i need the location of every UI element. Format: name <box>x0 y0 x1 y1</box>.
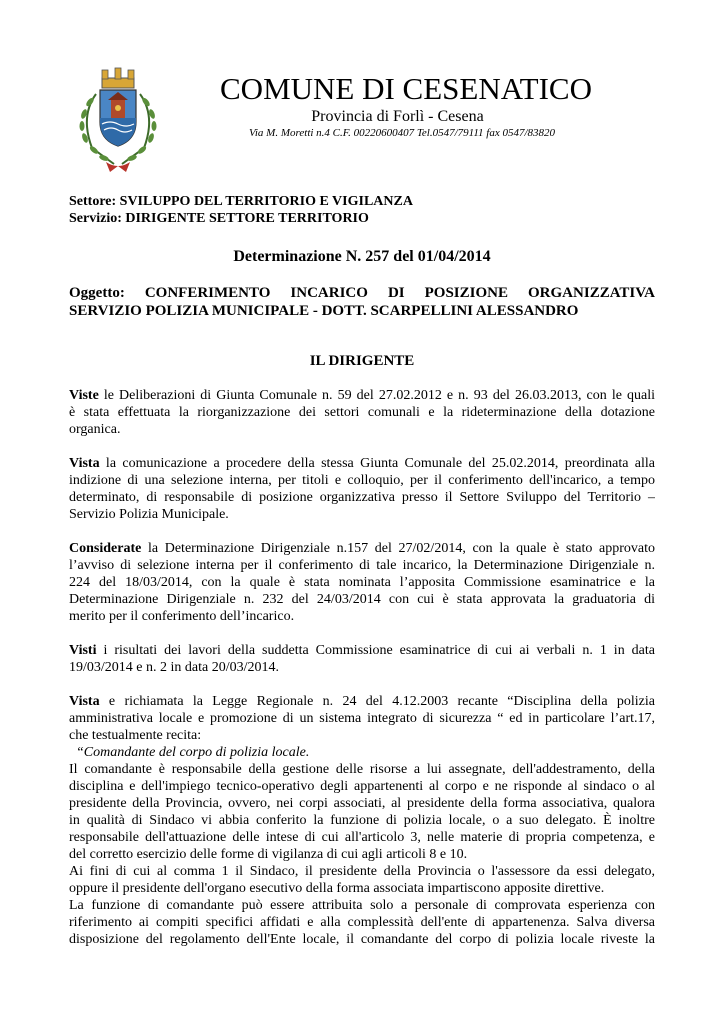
citation-line: disposizione del regolamento dell'Ente locale, il comandante del corpo di polizia locale riveste la <box>69 932 655 947</box>
paragraph-line <box>69 693 655 710</box>
paragraph-line: l’avviso di selezione interna per il conferimento di tale incarico, la Determinazione Dirigenziale n. <box>69 558 655 573</box>
servizio-line <box>69 211 369 227</box>
paragraph-line: che testualmente recita: <box>69 728 202 743</box>
citation-line: Ai fini di cui al comma 1 il Sindaco, il presidente della Provincia o l'assessore da essi delegato, <box>69 864 655 879</box>
paragraph-line: determinato, di responsabile di posizione organizzativa presso il Settore Sviluppo del Territorio – <box>69 490 655 505</box>
paragraph-line: Servizio Polizia Municipale. <box>69 507 229 522</box>
citation-line: responsabile dell'attuazione delle intese di cui all'articolo 3, nelle materie di propria competenza, e <box>69 830 655 845</box>
section-heading: IL DIRIGENTE <box>309 353 415 369</box>
paragraph-text: la comunicazione a procedere della stessa Giunta Comunale del 25.02.2014, preordinata alla <box>99 456 655 471</box>
determinazione-heading: Determinazione N. 257 del 01/04/2014 <box>233 248 491 265</box>
citation-line: presidente della Provincia, ovvero, nei corpi associati, al presidente della forma associativa, qualora <box>69 796 655 811</box>
paragraph-text: la Determinazione Dirigenziale n.157 del 27/02/2014, con la quale è stato approvato <box>141 541 655 556</box>
paragraph-line: 224 del 18/03/2014, con la quale è stata nominata l’apposita Commissione esaminatrice e la <box>69 575 655 590</box>
citation-line: Il comandante è responsabile della gestione delle risorse a lui assegnate, dell'addestramento, della <box>69 762 655 777</box>
paragraph-text: i risultati dei lavori della suddetta Commissione esaminatrice di cui ai verbali n. 1 in data <box>96 643 655 658</box>
citation-line: oppure il presidente dell'organo esecutivo della forma associata impartiscono apposite direttive. <box>69 881 605 896</box>
settore-value: : SVILUPPO DEL TERRITORIO E VIGILANZA <box>111 194 413 209</box>
municipality-title: COMUNE DI CESENATICO <box>220 71 592 106</box>
paragraph-text: e richiamata la Legge Regionale n. 24 del 4.12.2003 recante “Disciplina della polizia <box>99 694 655 709</box>
paragraph-lead: Visti <box>69 643 97 658</box>
servizio-text: Servizio: DIRIGENTE SETTORE TERRITORIO <box>69 211 369 226</box>
province-line: Provincia di Forlì - Cesena <box>311 108 484 125</box>
paragraph-lead: Viste <box>69 388 99 403</box>
citation-line: riferimento ai compiti specifici affidati e alla complessità dell'ente di appartenenza. Salva diversa <box>69 915 655 930</box>
paragraph-text: le Deliberazioni di Giunta Comunale n. 59 del 27.02.2012 e n. 93 del 26.03.2013, con le quali <box>98 388 655 403</box>
paragraph-line <box>69 455 655 472</box>
paragraph-lead: Considerate <box>69 541 142 556</box>
paragraph-line: amministrativa locale e promozione di un sistema integrato di sicurezza “ ed in particolare l’art.17, <box>69 711 655 726</box>
address-line: Via M. Moretti n.4 C.F. 00220600407 Tel.0547/79111 fax 0547/83820 <box>248 127 556 139</box>
citation-line: La funzione di comandante può essere attribuita solo a personale di comprovata esperienza con <box>69 898 655 913</box>
citation-line: del corretto esercizio delle forme di vigilanza di cui agli articoli 8 e 10. <box>69 847 468 862</box>
citation-line: in qualità di Sindaco vi abbia conferito la funzione di polizia locale, o a suo delegato. È inoltre <box>69 813 655 828</box>
paragraph-lead: Vista <box>69 456 100 471</box>
paragraph-line: 19/03/2014 e n. 2 in data 20/03/2014. <box>69 660 279 675</box>
paragraph-line: merito per il conferimento dell’incarico. <box>69 609 295 624</box>
settore-line <box>69 194 413 210</box>
paragraph-line <box>69 387 655 404</box>
oggetto-line-2: SERVIZIO POLIZIA MUNICIPALE - DOTT. SCARPELLINI ALESSANDRO <box>69 303 579 319</box>
oggetto-line-1: Oggetto: CONFERIMENTO INCARICO DI POSIZIONE ORGANIZZATIVA <box>69 285 655 301</box>
citation-title: “Comandante del corpo di polizia locale. <box>76 745 310 760</box>
paragraph-line: Determinazione Dirigenziale n. 232 del 24/03/2014 con cui è stata approvata la graduatoria di <box>69 592 655 607</box>
paragraph-line: è stata effettuata la riorganizzazione dei settori comunali e la rideterminazione della dotazione <box>69 405 655 420</box>
paragraph-line <box>69 540 655 557</box>
municipal-crest-icon <box>68 64 168 176</box>
citation-line: disciplina e dell'impiego tecnico-operativo degli appartenenti al corpo e ne risponde al sindaco o al <box>69 779 655 794</box>
settore-label: Settore <box>69 194 112 209</box>
paragraph-lead: Vista <box>69 694 100 709</box>
paragraph-line: organica. <box>69 422 121 437</box>
paragraph-line: indizione di una selezione interna, per titoli e colloquio, per il conferimento dell'incarico, a tempo <box>69 473 655 488</box>
paragraph-line <box>69 642 655 659</box>
